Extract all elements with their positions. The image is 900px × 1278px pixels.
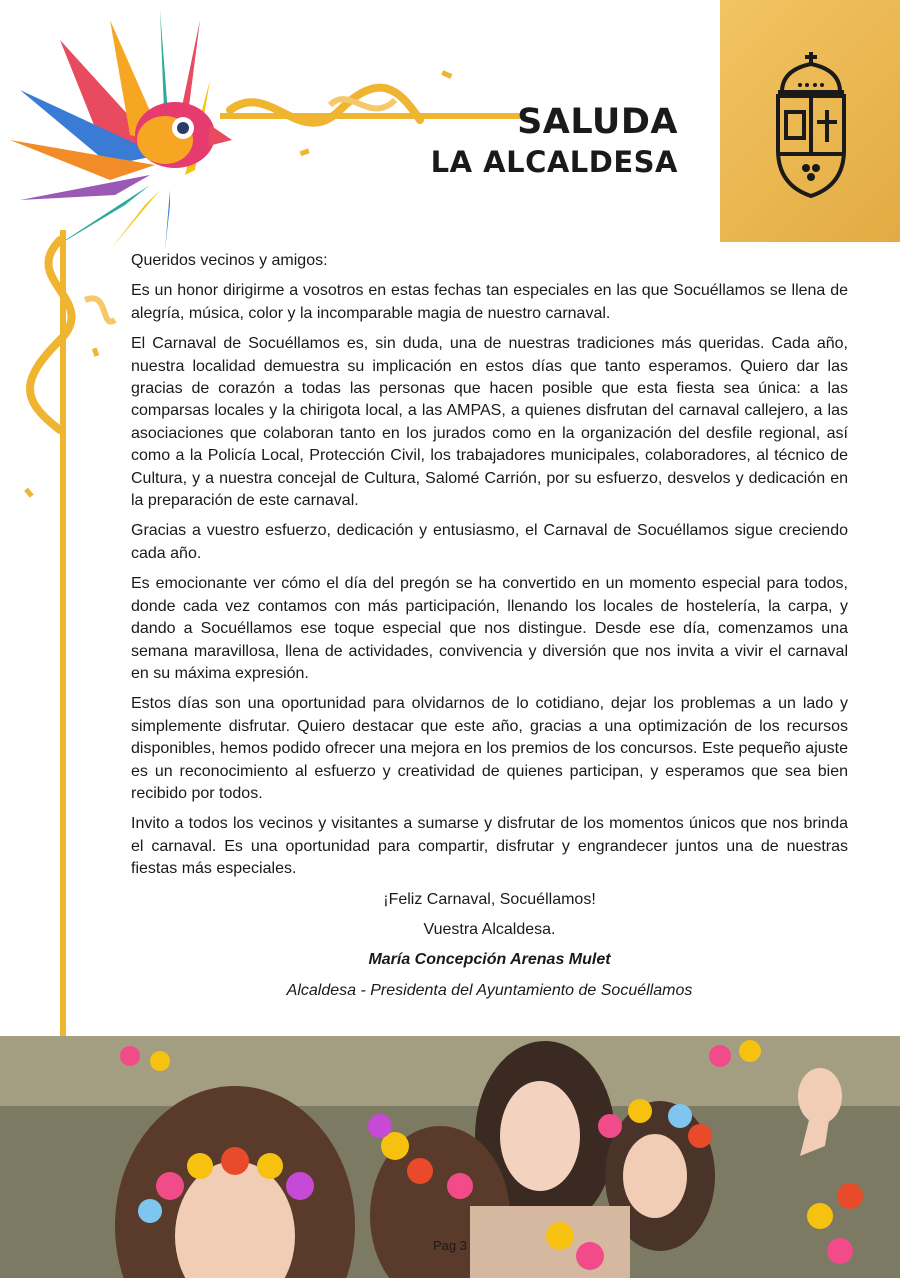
page-number: Pag 3: [433, 1238, 467, 1253]
closing-line: ¡Feliz Carnaval, Socuéllamos!: [383, 890, 596, 908]
paragraph-6: Invito a todos los vecinos y visitantes a sumarse y disfrutar de los momentos únicos que nos brinda el carnaval. Es una oportunidad para compartir, disfrutar y engrandecer juntos una de nuestras fiestas más especiales.: [131, 815, 848, 878]
decorative-vertical-line: [60, 230, 66, 1036]
signer-name: María Concepción Arenas Mulet: [368, 951, 611, 969]
signoff-line: Vuestra Alcaldesa.: [423, 920, 556, 938]
title-line-1: SALUDA: [517, 102, 678, 142]
closing-block: [131, 889, 848, 1003]
title-line-2: LA ALCALDESA: [430, 145, 678, 179]
paragraph-4: Es emocionante ver cómo el día del pregón se ha convertido en un momento especial para todos, donde cada vez contamos con más participación, llenando los locales de hostelería, la carpa, y dando a Socuéllamos ese toque especial que nos distingue. Desde ese día, comenzamos una semana maravillosa, llena de actividades, convivencia y diversión que nos invita a vivir el carnaval en su máxima expresión.: [131, 575, 848, 682]
paragraph-2: El Carnaval de Socuéllamos es, sin duda, una de nuestras tradiciones más queridas. Cada año, nuestra localidad demuestra su implicación en estos días que tanto esperamos. Quiero dar las gracias de corazón a todas las personas que hacen posible que esta fiesta sea única: a las comparsas locales y la chirigota local, a las AMPAS, a quienes disfrutan del carnaval callejero, a las asociaciones que colaboran tanto en los jurados como en la organización del desfile regional, así como a la Policía Local, Protección Civil, los trabajadores municipales, colaboradores, al técnico de Cultura, y a nuestra concejal de Cultura, Salomé Carrión, por su esfuerzo, desvelos y dedicación en la preparación de este carnaval.: [131, 335, 848, 510]
greeting: Queridos vecinos y amigos:: [131, 252, 328, 269]
signer-role: Alcaldesa - Presidenta del Ayuntamiento de Socuéllamos: [286, 981, 693, 999]
letter-body: [131, 250, 848, 1010]
crest-panel: [720, 0, 900, 242]
paragraph-1: Es un honor dirigirme a vosotros en estas fechas tan especiales en las que Socuéllamos se llena de alegría, música, color y la incomparable magia de nuestro carnaval.: [131, 282, 848, 322]
page-title: [431, 100, 678, 180]
paragraph-3: Gracias a vuestro esfuerzo, dedicación y entusiasmo, el Carnaval de Socuéllamos sigue creciendo cada año.: [131, 522, 848, 562]
paragraph-5: Estos días son una oportunidad para olvidarnos de lo cotidiano, dejar los problemas a un lado y simplemente disfrutar. Quiero destacar que este año, gracias a una optimización de los recursos disponibles, hemos podido ofrecer una mejora en los premios de los concursos. Este pequeño ajuste es un reconocimiento al esfuerzo y creatividad de quienes participan, y esperamos que sea bien recibido por todos.: [131, 695, 848, 802]
town-coat-of-arms-icon: [772, 50, 850, 200]
